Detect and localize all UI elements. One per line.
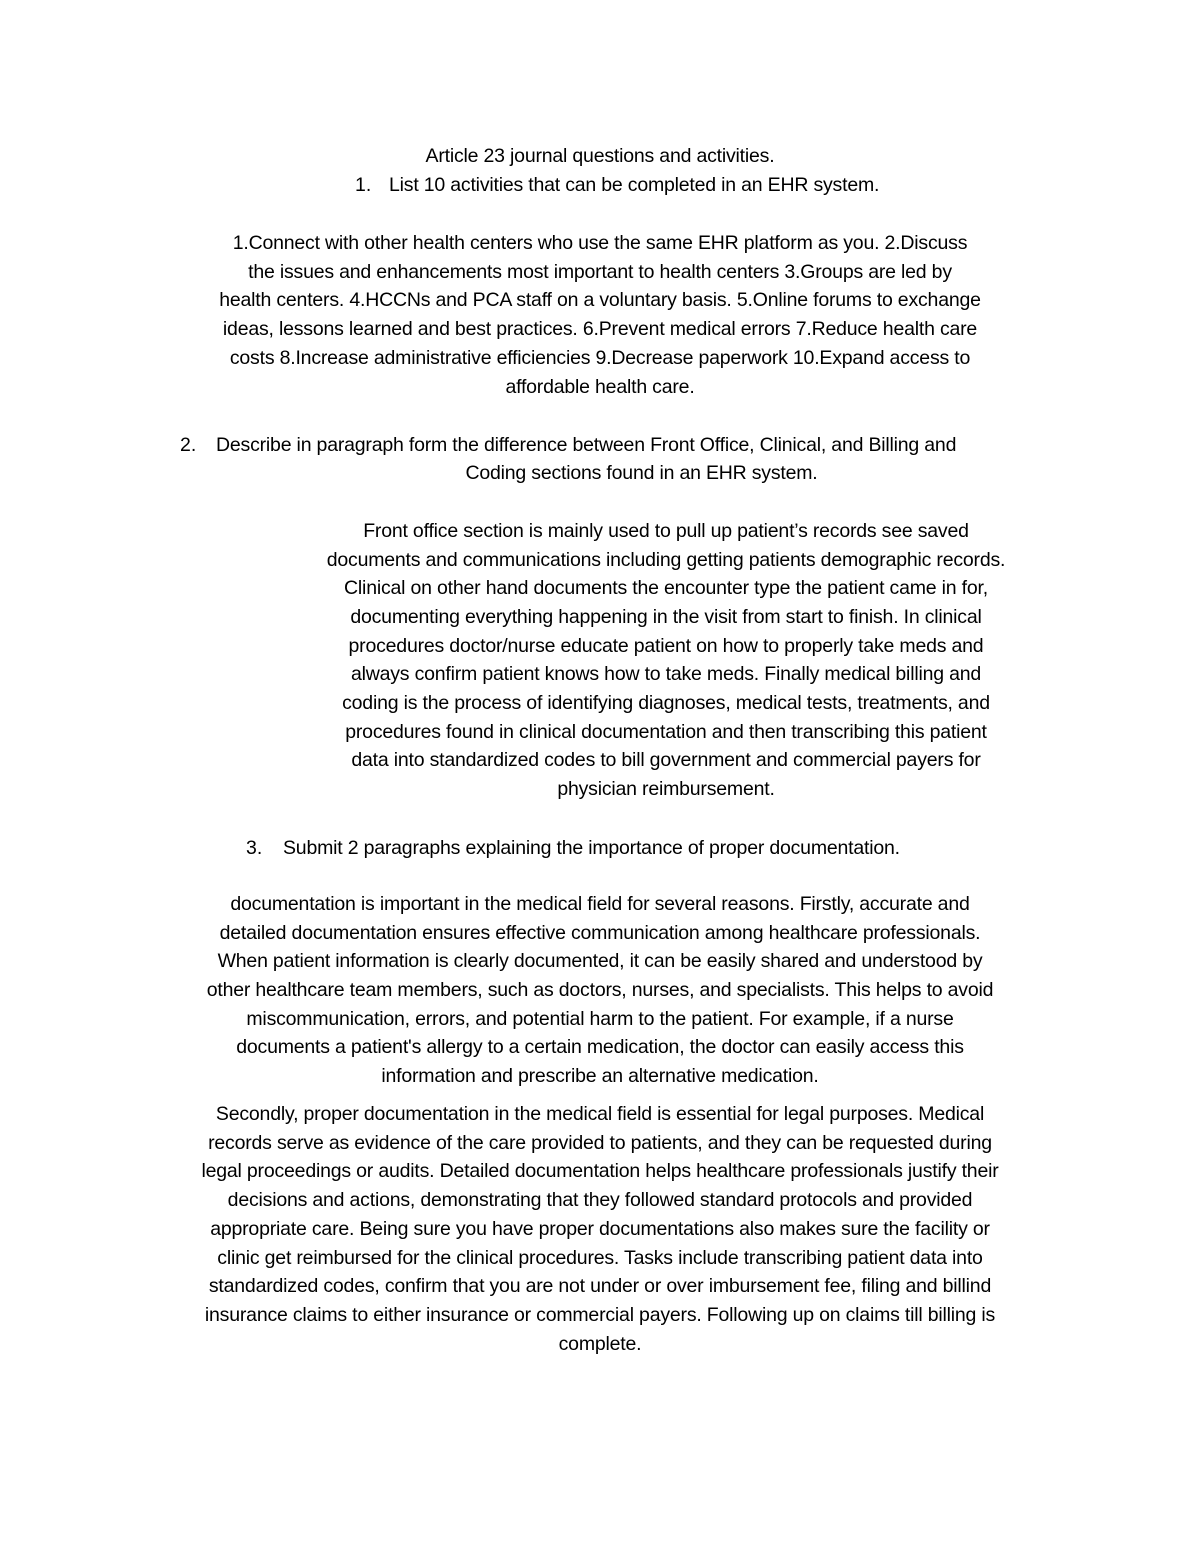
answer-line: affordable health care. (505, 376, 695, 398)
answer-line: always confirm patient knows how to take meds. Finally medical billing and (350, 663, 982, 685)
paragraph-line: When patient information is clearly documented, it can be easily shared and understood by (217, 950, 983, 972)
paragraph-line: decisions and actions, demonstrating that they followed standard protocols and provided (227, 1189, 973, 1211)
paragraph-line: Secondly, proper documentation in the medical field is essential for legal purposes. Medical (215, 1103, 985, 1125)
paragraph-line: documentation is important in the medical field for several reasons. Firstly, accurate and (230, 893, 970, 915)
paragraph-line: information and prescribe an alternative medication. (381, 1065, 819, 1087)
answer-line: procedures doctor/nurse educate patient on how to properly take meds and (348, 635, 984, 657)
answer-line: data into standardized codes to bill government and commercial payers for (351, 749, 981, 771)
answer-line: costs 8.Increase administrative efficiencies 9.Decrease paperwork 10.Expand access to (229, 347, 971, 369)
paragraph-line: records serve as evidence of the care provided to patients, and they can be requested during (208, 1132, 992, 1154)
answer-line: ideas, lessons learned and best practices. 6.Prevent medical errors 7.Reduce health care (222, 318, 978, 340)
paragraph-line: appropriate care. Being sure you have proper documentations also makes sure the facility or (210, 1218, 990, 1240)
answer-line: Front office section is mainly used to pull up patient’s records see saved (363, 520, 969, 542)
question-1-prompt: List 10 activities that can be completed in an EHR system. (389, 174, 880, 196)
question-1-number: 1. (355, 174, 372, 196)
answer-line: coding is the process of identifying diagnoses, medical tests, treatments, and (342, 692, 990, 714)
question-3-number: 3. (246, 837, 263, 859)
answer-line: the issues and enhancements most important to health centers 3.Groups are led by (248, 261, 952, 283)
prompt-line: Describe in paragraph form the difference between Front Office, Clinical, and Billing and (216, 434, 957, 456)
answer-line: documenting everything happening in the visit from start to finish. In clinical (350, 606, 982, 628)
prompt-line: Coding sections found in an EHR system. (465, 462, 818, 484)
paragraph-line: complete. (558, 1333, 642, 1355)
answer-line: physician reimbursement. (557, 778, 775, 800)
paragraph-line: insurance claims to either insurance or commercial payers. Following up on claims till billing is (204, 1304, 996, 1326)
paragraph-line: miscommunication, errors, and potential harm to the patient. For example, if a nurse (246, 1008, 954, 1030)
question-3-prompt: Submit 2 paragraphs explaining the importance of proper documentation. (283, 837, 900, 859)
paragraph-line: standardized codes, confirm that you are not under or over imbursement fee, filing and billind (208, 1275, 992, 1297)
document-title: Article 23 journal questions and activities. (425, 145, 775, 167)
paragraph-line: documents a patient's allergy to a certain medication, the doctor can easily access this (236, 1036, 964, 1058)
answer-line: 1.Connect with other health centers who use the same EHR platform as you. 2.Discuss (232, 232, 968, 254)
paragraph-line: legal proceedings or audits. Detailed documentation helps healthcare professionals justify their (201, 1160, 999, 1182)
paragraph-line: clinic get reimbursed for the clinical procedures. Tasks include transcribing patient data into (217, 1247, 983, 1269)
question-2-number: 2. (180, 434, 197, 456)
answer-line: documents and communications including getting patients demographic records. (326, 549, 1006, 571)
paragraph-line: other healthcare team members, such as doctors, nurses, and specialists. This helps to avoid (206, 979, 994, 1001)
paragraph-line: detailed documentation ensures effective communication among healthcare professionals. (219, 922, 981, 944)
answer-line: Clinical on other hand documents the encounter type the patient came in for, (344, 577, 988, 599)
answer-line: health centers. 4.HCCNs and PCA staff on a voluntary basis. 5.Online forums to exchange (219, 289, 981, 311)
answer-line: procedures found in clinical documentation and then transcribing this patient (345, 721, 987, 743)
